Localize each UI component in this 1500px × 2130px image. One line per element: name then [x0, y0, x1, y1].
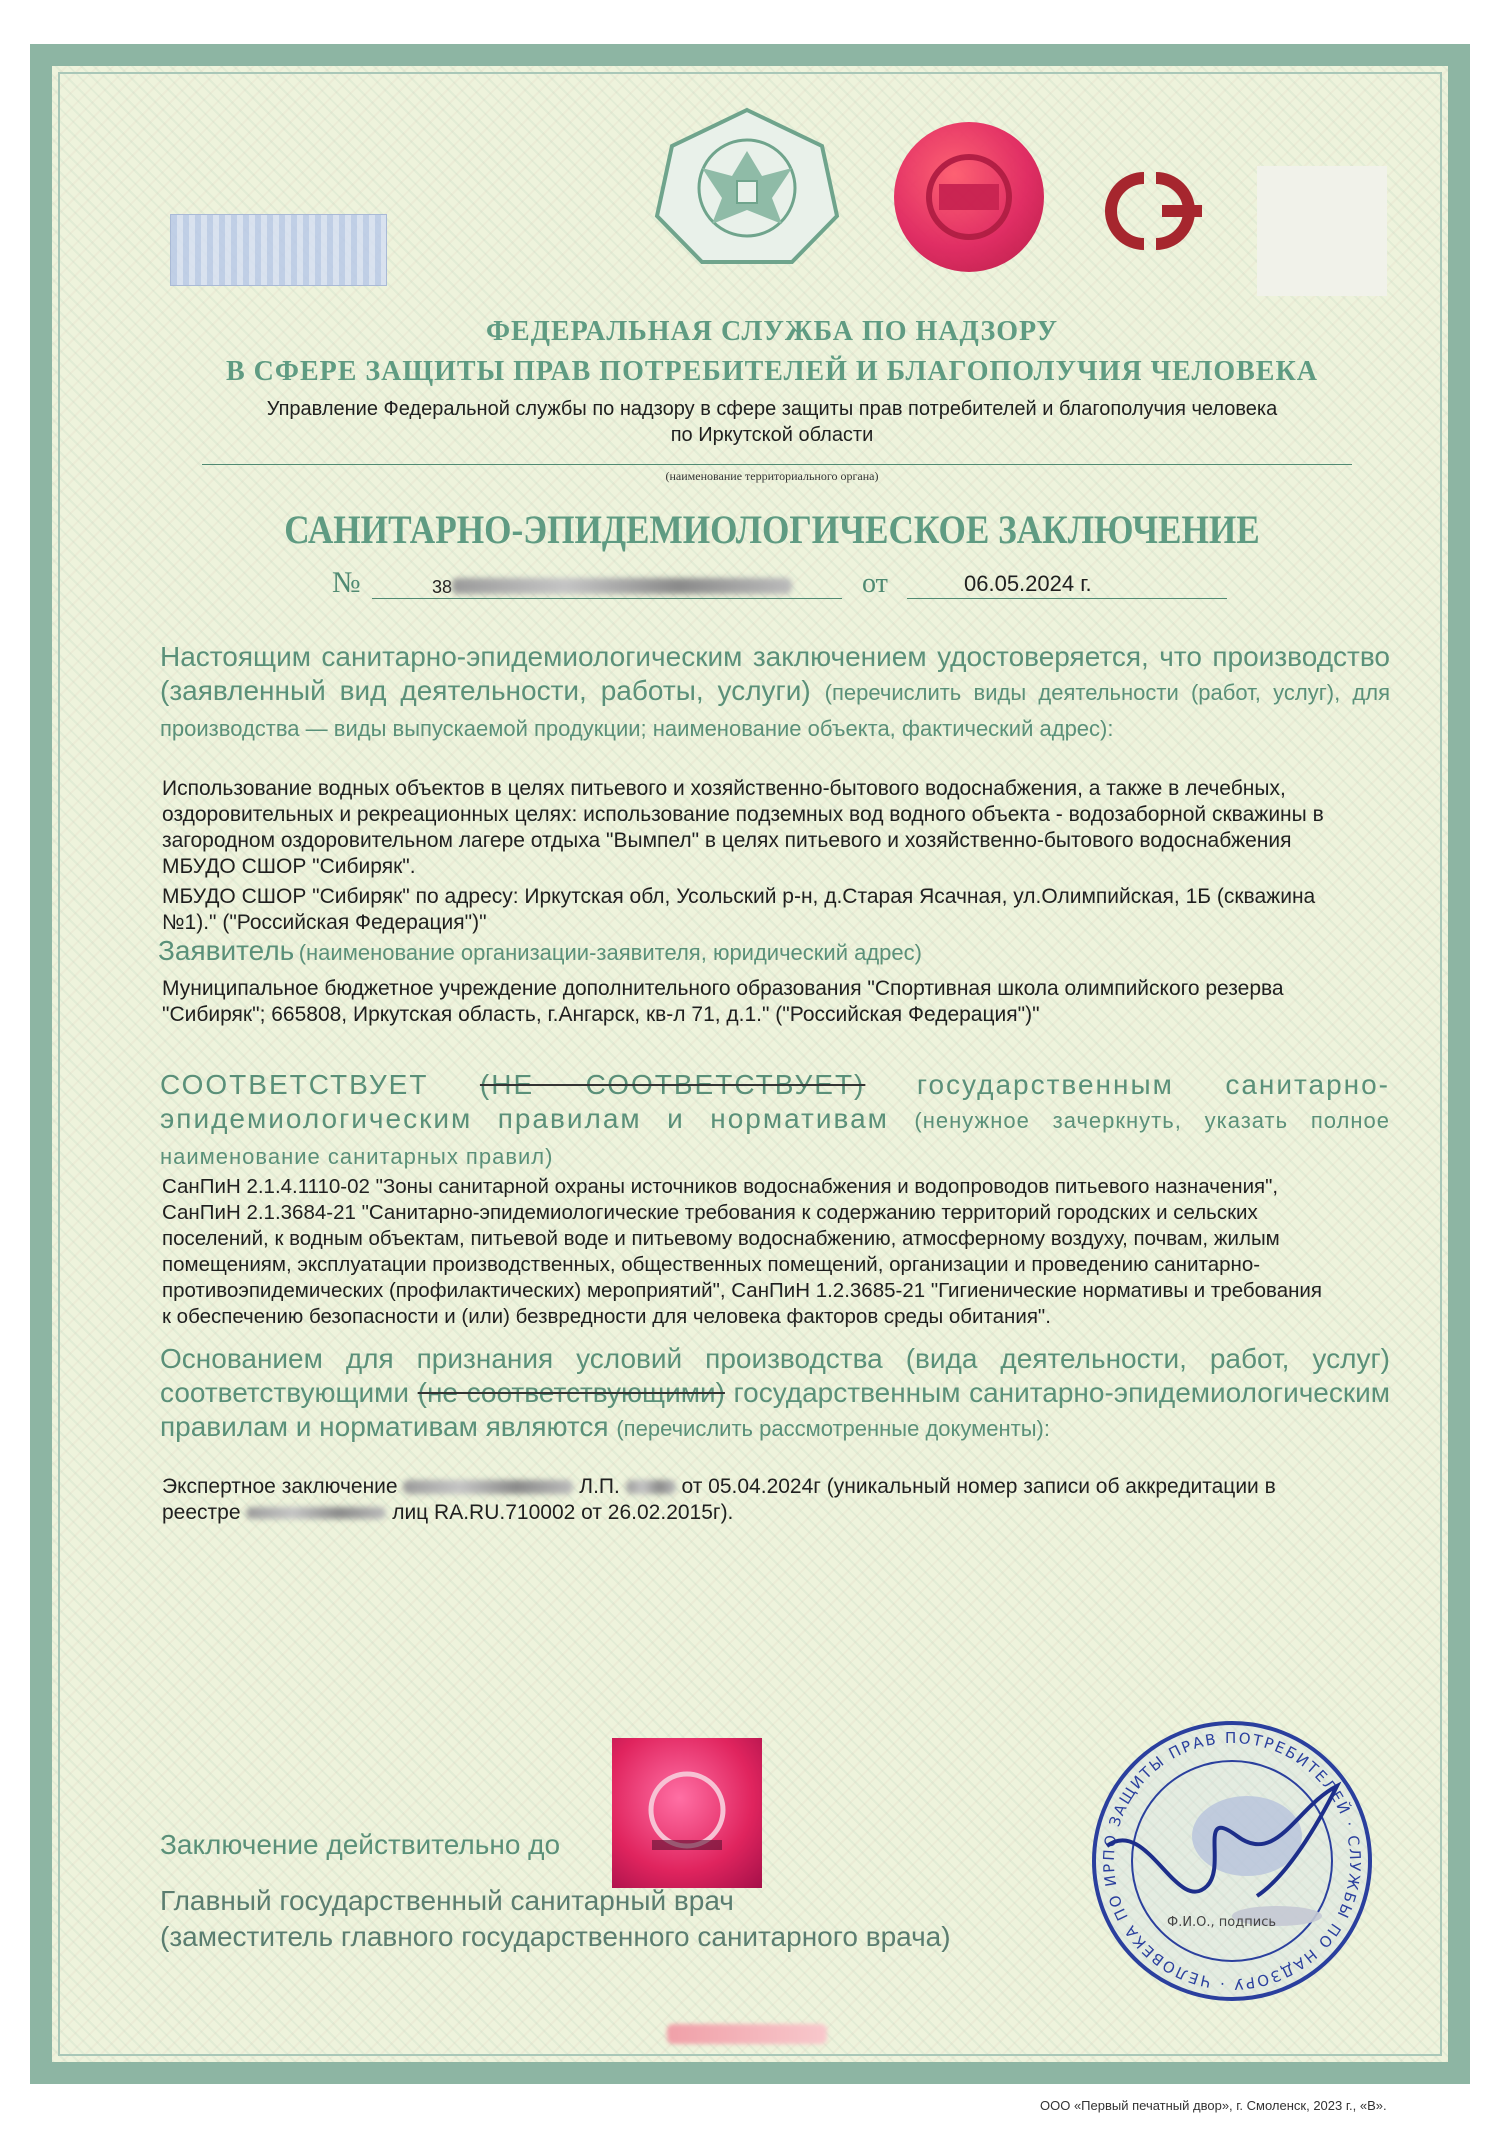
- territorial-authority: Управление Федеральной службы по надзору в сфере защиты прав потребителей и благополучия человека по Иркутской области: [266, 398, 1278, 446]
- number-prefix: 38: [432, 577, 453, 597]
- production-text-2: МБУДО СШОР "Сибиряк" по адресу: Иркутская обл, Усольский р-н, д.Старая Ясачная, ул.Олимпийская, 1Б (скважина №1)." ("Российская Федерация")": [162, 885, 1316, 934]
- compliance-struck: (НЕ СООТВЕТСТВУЕТ): [479, 1069, 866, 1100]
- compliance-rest: государственным санитарно-эпидемиологическим правилам и нормативам: [160, 1069, 1391, 1134]
- bottom-hologram: [612, 1738, 762, 1888]
- date-label: от: [862, 568, 888, 599]
- compliance-word: СООТВЕТСТВУЕТ: [160, 1069, 429, 1100]
- fio-caption: Ф.И.О., подпись: [1167, 1915, 1277, 1930]
- hologram-sticker: [170, 214, 387, 286]
- basis-heading: [160, 1342, 1390, 1446]
- conformity-mark-icon: [1092, 166, 1222, 256]
- basis-pre: Основанием для признания условий производства (вида деятельности, работ, услуг) соответствующими: [160, 1343, 1390, 1408]
- basis-struck: (не соответствующими): [417, 1377, 725, 1408]
- basis-post: государственным санитарно-эпидемиологическим правилам и нормативам являются: [160, 1377, 1391, 1442]
- header-line-2: В СФЕРЕ ЗАЩИТЫ ПРАВ ПОТРЕБИТЕЛЕЙ И БЛАГОПОЛУЧИЯ ЧЕЛОВЕКА: [226, 356, 1318, 387]
- date-underline: [907, 598, 1227, 599]
- printer-footer: ООО «Первый печатный двор», г. Смоленск, 2023 г., «В».: [1040, 2098, 1387, 2113]
- certificate-frame: [30, 44, 1470, 2084]
- signatory-line-2: (заместитель главного государственного санитарного врача): [160, 1921, 951, 1952]
- validity-label: Заключение действительно до: [160, 1829, 561, 1860]
- accreditation-word-redacted: [246, 1507, 386, 1519]
- authority-underline: [202, 464, 1352, 465]
- basis-text-d: лиц RA.RU.710002 от 26.02.2015г).: [392, 1501, 734, 1524]
- compliance-hint: (ненужное зачеркнуть, указать полное наименование санитарных правил): [160, 1108, 1390, 1169]
- compliance-heading: [160, 1068, 1390, 1174]
- applicant-label: Заявитель: [158, 935, 295, 966]
- emblem-seal: [652, 106, 842, 266]
- applicant-hint: (наименование организации-заявителя, юридический адрес): [298, 940, 922, 965]
- production-intro-text: Настоящим санитарно-эпидемиологическим заключением удостоверяется, что производство (заявленный вид деятельности, работы, услуги): [160, 641, 1390, 706]
- basis-text-a: Экспертное заключение: [162, 1475, 398, 1498]
- basis-text-c: от 05.04.2024г (уникальный номер записи об аккредитации в реестре: [162, 1475, 1276, 1524]
- number-label: №: [332, 566, 361, 599]
- signatory-line-1: Главный государственный санитарный врач: [160, 1885, 734, 1916]
- applicant-heading: [158, 934, 1388, 970]
- bottom-redacted: [667, 2024, 827, 2044]
- production-text-1: Использование водных объектов в целях питьевого и хозяйственно-бытового водоснабжения, а также в лечебных, оздоровительных и рекреационных целях: использование подземных вод водного объекта - водозаборной скважины в загородном оздоровительном лагере отдыха "Вымпел" в целях питьевого и хозяйственно-бытового водоснабжения МБУДО СШОР "Сибиряк".: [162, 777, 1324, 878]
- expert-name-redacted: [403, 1480, 573, 1494]
- document-date: 06.05.2024 г.: [964, 571, 1092, 596]
- authority-caption: (наименование территориального органа): [665, 469, 879, 483]
- basis-text: [162, 1474, 1332, 1526]
- corner-stamp-placeholder: [1257, 166, 1387, 296]
- official-stamp: [1087, 1716, 1377, 2006]
- compliance-text: СанПиН 2.1.4.1110-02 "Зоны санитарной охраны источников водоснабжения и водопроводов питьевого назначения", СанПиН 2.1.3684-21 "Санитарно-эпидемиологические требования к содержанию территорий городских и сельских поселений, к водным объектам, питьевой воде и питьевому водоснабжению, атмосферному воздуху, почвам, жилым помещениям, эксплуатации производственных, общественных помещений, организации и проведению санитарно-противоэпидемических (профилактических) мероприятий", СанПиН 1.2.3685-21 "Гигиенические нормативы и требования к обеспечению безопасности и (или) безвредности для человека факторов среды обитания".: [162, 1175, 1322, 1328]
- basis-text-b: Л.П.: [579, 1475, 620, 1498]
- stamp-ring-text: ПО ЗАЩИТЫ ПРАВ ПОТРЕБИТЕЛЕЙ · СЛУЖБЫ ПО НАДЗОРУ · ЧЕЛОВЕКА ПО ИР: [1099, 1728, 1365, 1994]
- document-title: САНИТАРНО-ЭПИДЕМИОЛОГИЧЕСКОЕ ЗАКЛЮЧЕНИЕ: [284, 507, 1260, 552]
- applicant-text: Муниципальное бюджетное учреждение дополнительного образования "Спортивная школа олимпийского резерва "Сибиряк"; 665808, Иркутская область, г.Ангарск, кв-л 71, д.1." ("Российская Федерация")": [162, 977, 1284, 1026]
- basis-hint: (перечислить рассмотренные документы):: [616, 1416, 1050, 1441]
- header-line-1: ФЕДЕРАЛЬНАЯ СЛУЖБА ПО НАДЗОРУ: [485, 316, 1059, 347]
- production-intro-hint: (перечислить виды деятельности (работ, услуг), для производства — виды выпускаемой продукции; наименование объекта, фактический адрес):: [160, 680, 1391, 741]
- red-hologram-seal: [894, 122, 1044, 272]
- production-intro: [160, 640, 1390, 746]
- expert-number-redacted: [626, 1480, 676, 1494]
- number-redacted: [452, 578, 792, 594]
